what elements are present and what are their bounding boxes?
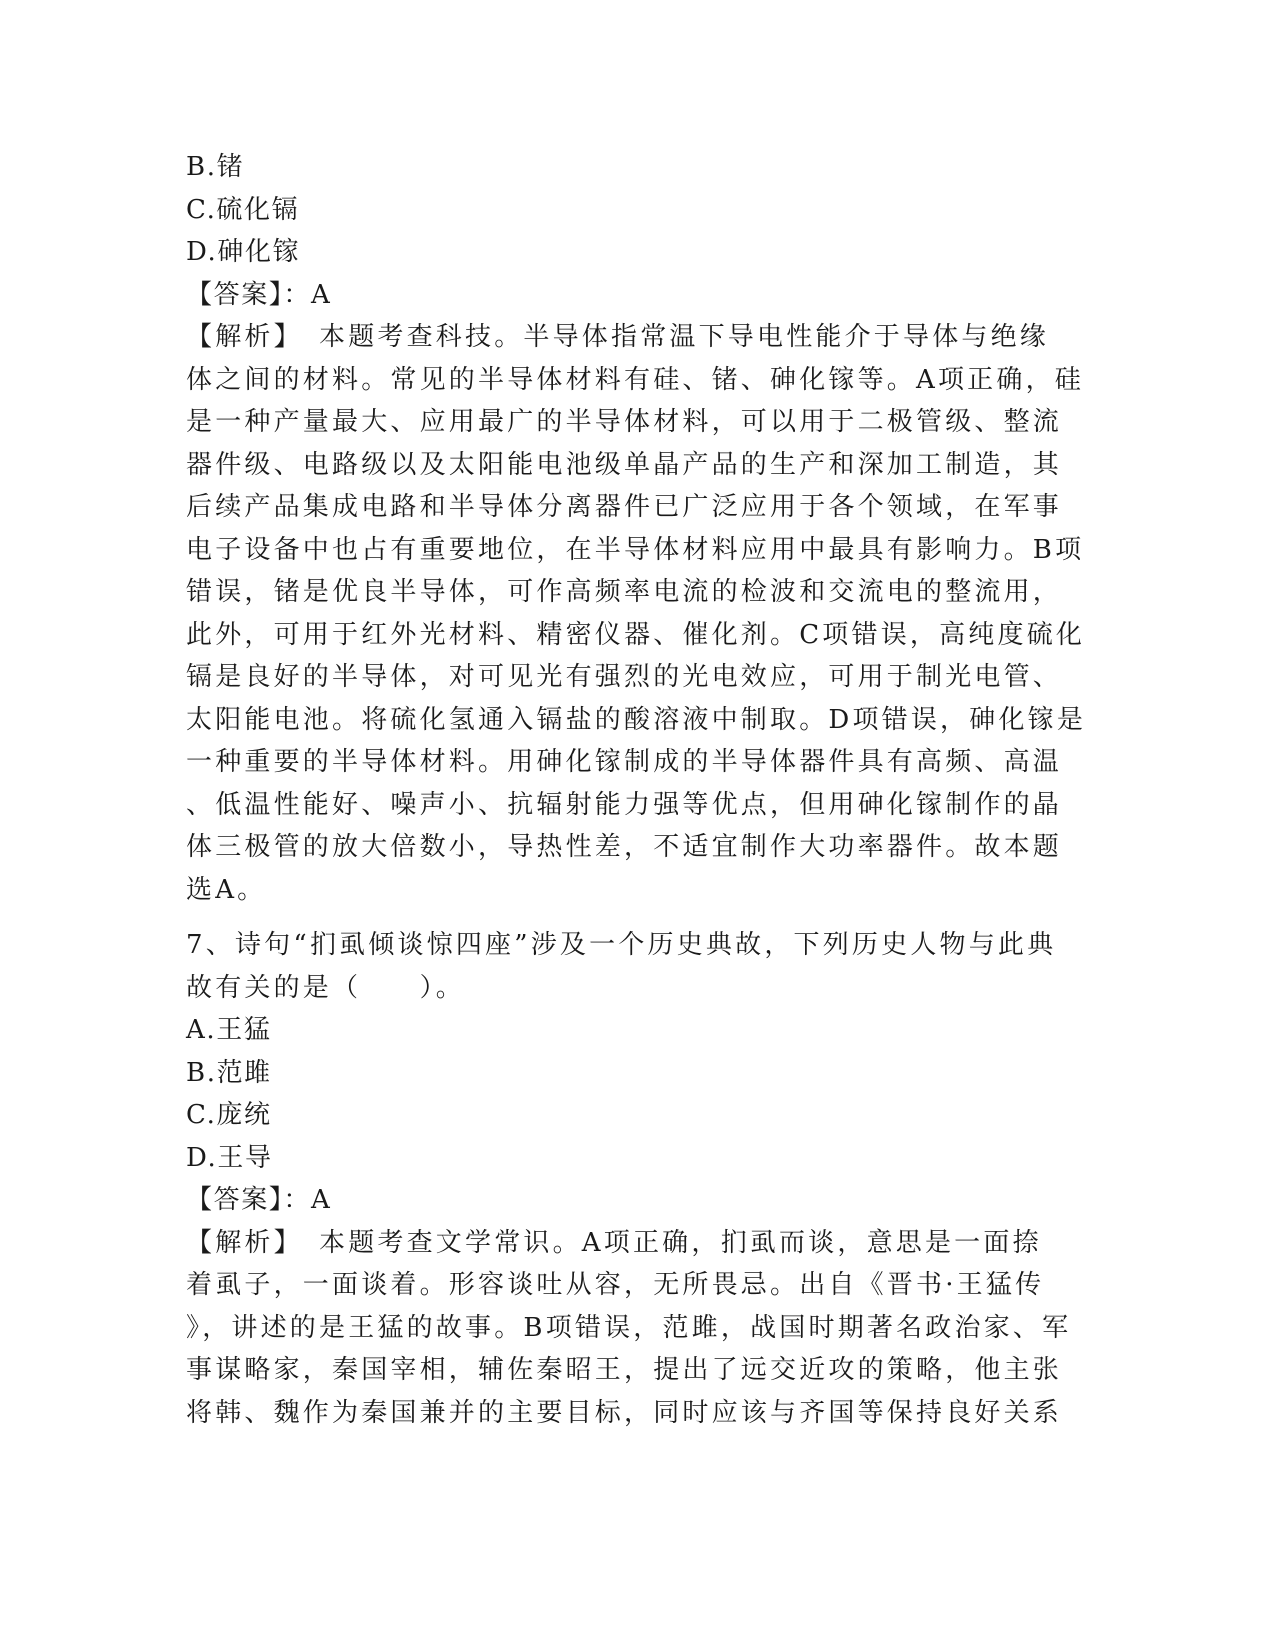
q6-option-d: D.砷化镓	[186, 237, 301, 267]
q6-analysis-line: 电子设备中也占有重要地位，在半导体材料应用中最具有影响力。B项	[186, 534, 1085, 565]
section-gap	[186, 911, 1086, 924]
q7-analysis	[186, 1222, 1086, 1435]
q6-analysis	[186, 316, 1086, 911]
q7-option-a: A.王猛	[186, 1015, 272, 1045]
q6-analysis-line: 、低温性能好、噪声小、抗辐射能力强等优点，但用砷化镓制作的晶	[186, 789, 1063, 820]
q7-question	[186, 924, 1086, 1009]
q7-option-b: B.范雎	[186, 1057, 272, 1088]
q6-analysis-line: 器件级、电路级以及太阳能电池级单晶产品的生产和深加工制造，其	[186, 449, 1063, 480]
q6-analysis-line: 体之间的材料。常见的半导体材料有硅、锗、砷化镓等。A项正确，硅	[186, 364, 1084, 395]
q6-analysis-line: 后续产品集成电路和半导体分离器件已广泛应用于各个领域，在军事	[186, 492, 1063, 522]
q6-analysis-line: 一种重要的半导体材料。用砷化镓制成的半导体器件具有高频、高温	[186, 747, 1063, 777]
q7-option-d: D.王导	[186, 1142, 273, 1173]
q6-analysis-line: 此外，可用于红外光材料、精密仪器、催化剂。C项错误，高纯度硫化	[186, 619, 1086, 650]
q6-answer: 【答案】：A	[186, 279, 332, 310]
q6-option-c: C.硫化镉	[186, 194, 300, 225]
q6-analysis-line: 错误，锗是优良半导体，可作高频率电流的检波和交流电的整流用，	[186, 577, 1063, 607]
q7-analysis-line: 将韩、魏作为秦国兼并的主要目标，同时应该与齐国等保持良好关系	[186, 1397, 1063, 1428]
document-page	[186, 146, 1086, 1434]
q7-analysis-line: 【解析】 本题考查文学常识。A项正确，扪虱而谈，意思是一面捺	[186, 1227, 1042, 1258]
q7-analysis-line: 》，讲述的是王猛的故事。B项错误，范雎，战国时期著名政治家、军	[186, 1312, 1072, 1343]
q6-analysis-line: 【解析】 本题考查科技。半导体指常温下导电性能介于导体与绝缘	[186, 322, 1050, 352]
q7-analysis-line: 着虱子，一面谈着。形容谈吐从容，无所畏忌。出自《晋书·王猛传	[186, 1270, 1045, 1300]
q7-question-line: 故有关的是（ ）。	[186, 972, 466, 1003]
q7-answer: 【答案】：A	[186, 1185, 332, 1215]
q7-question-line: 7、诗句“扪虱倾谈惊四座”涉及一个历史典故，下列历史人物与此典	[186, 930, 1057, 960]
q6-analysis-line: 是一种产量最大、应用最广的半导体材料，可以用于二极管级、整流	[186, 407, 1063, 437]
q6-option-b: B.锗	[186, 152, 245, 182]
q6-analysis-line: 体三极管的放大倍数小，导热性差，不适宜制作大功率器件。故本题	[186, 832, 1063, 862]
q7-analysis-line: 事谋略家，秦国宰相，辅佐秦昭王，提出了远交近攻的策略，他主张	[186, 1355, 1063, 1385]
q7-option-c: C.庞统	[186, 1100, 272, 1130]
q6-analysis-line: 镉是良好的半导体，对可见光有强烈的光电效应，可用于制光电管、	[186, 662, 1063, 692]
q6-analysis-line: 选A。	[186, 874, 267, 905]
q6-analysis-line: 太阳能电池。将硫化氢通入镉盐的酸溶液中制取。D项错误，砷化镓是	[186, 704, 1087, 735]
